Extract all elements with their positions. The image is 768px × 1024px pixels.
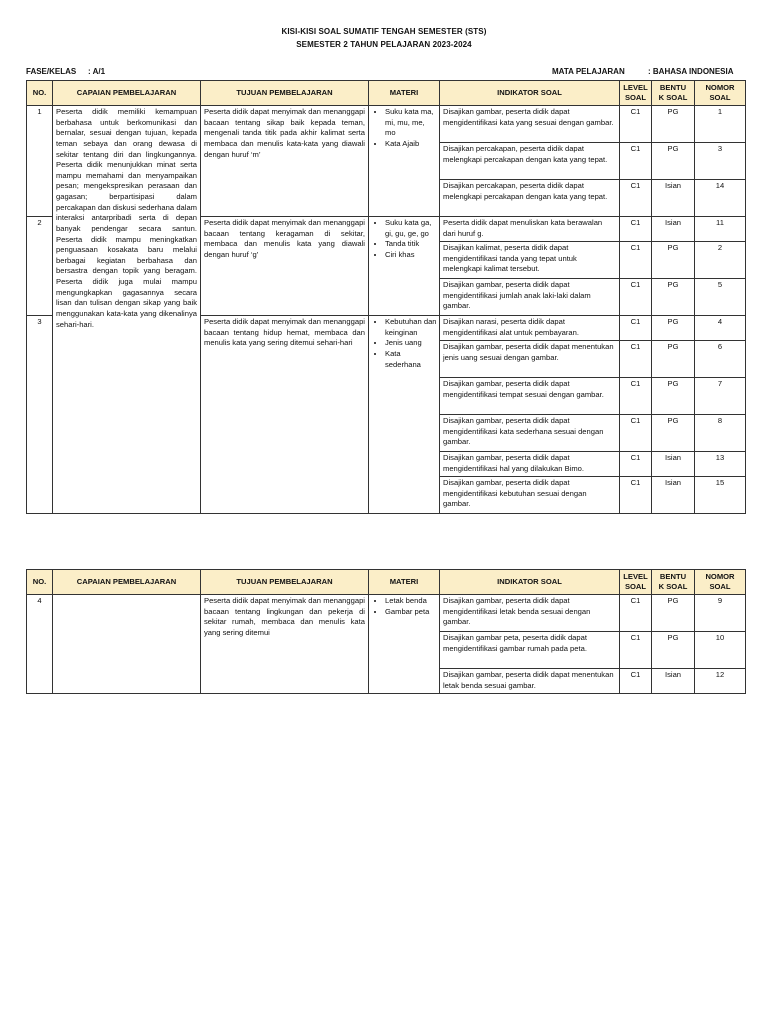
indikator-soal: Disajikan gambar, peserta didik dapat mengidentifikasi kata sederhana sesuai dengan gambar. [440,415,620,452]
nomor-soal: 11 [695,217,746,242]
materi-cell [369,316,440,514]
level-soal: C1 [620,632,652,669]
bentuk-soal: Isian [652,669,695,694]
nomor-soal: 4 [695,316,746,341]
level-soal: C1 [620,378,652,415]
mapel-value: : BAHASA INDONESIA [648,67,734,76]
nomor-soal: 10 [695,632,746,669]
col-header-indikator: INDIKATOR SOAL [440,81,620,106]
bentuk-soal: PG [652,242,695,279]
col-header-nomor: NOMOR SOAL [695,81,746,106]
nomor-soal: 14 [695,180,746,217]
nomor-soal: 1 [695,106,746,143]
table-header-row [27,81,746,106]
kisi-kisi-table-1 [26,80,746,514]
col-header-materi: MATERI [369,81,440,106]
row-number: 4 [27,595,53,694]
bentuk-soal: PG [652,316,695,341]
col-header-capaian: CAPAIAN PEMBELAJARAN [53,570,201,595]
indikator-soal: Disajikan gambar, peserta didik dapat mengidentifikasi kata yang sesuai dengan gambar. [440,106,620,143]
nomor-soal: 7 [695,378,746,415]
indikator-soal: Disajikan gambar, peserta didik dapat mengidentifikasi jumlah anak laki-laki dalam gambar. [440,279,620,316]
indikator-soal: Disajikan percakapan, peserta didik dapat melengkapi percakapan dengan kata yang tepat. [440,180,620,217]
row-number: 2 [27,217,53,316]
materi-item: • Kebutuhan dan keinginan [385,317,437,338]
nomor-soal: 6 [695,341,746,378]
table-row [27,106,746,143]
bentuk-soal: Isian [652,477,695,514]
materi-item: • Jenis uang [385,338,437,349]
tujuan-pembelajaran: Peserta didik dapat menyimak dan menanggapi bacaan tentang keragaman di sekitar, membaca dan menulis kata yang diawali dengan huruf ‘g’ [201,217,369,316]
level-soal: C1 [620,341,652,378]
nomor-soal: 13 [695,452,746,477]
document-subtitle: SEMESTER 2 TAHUN PELAJARAN 2023-2024 [296,40,472,49]
col-header-nomor: NOMOR SOAL [695,570,746,595]
bentuk-soal: PG [652,632,695,669]
level-soal: C1 [620,669,652,694]
level-soal: C1 [620,180,652,217]
indikator-soal: Disajikan percakapan, peserta didik dapat melengkapi percakapan dengan kata yang tepat. [440,143,620,180]
col-header-bentuk: BENTU K SOAL [652,81,695,106]
bentuk-soal: PG [652,106,695,143]
indikator-soal: Disajikan narasi, peserta didik dapat mengidentifikasi alat untuk pembayaran. [440,316,620,341]
level-soal: C1 [620,595,652,632]
tujuan-pembelajaran: Peserta didik dapat menyimak dan menanggapi bacaan tentang sikap baik kepada teman, mengenali tanda titik pada akhir kalimat serta membaca dan menulis kata-kata yang diawali dengan huruf ‘m’ [201,106,369,217]
indikator-soal: Disajikan gambar, peserta didik dapat mengidentifikasi kebutuhan sesuai dengan gambar. [440,477,620,514]
fase-value: : A/1 [88,67,106,76]
level-soal: C1 [620,217,652,242]
col-header-capaian: CAPAIAN PEMBELAJARAN [53,81,201,106]
materi-item: • Gambar peta [385,607,437,618]
bentuk-soal: Isian [652,180,695,217]
fase-kelas [26,67,105,76]
col-header-level: LEVEL SOAL [620,81,652,106]
nomor-soal: 8 [695,415,746,452]
bentuk-soal: PG [652,279,695,316]
nomor-soal: 2 [695,242,746,279]
indikator-soal: Disajikan gambar, peserta didik dapat mengidentifikasi letak benda sesuai dengan gambar. [440,595,620,632]
materi-cell [369,217,440,316]
materi-item: • Suku kata ga, gi, gu, ge, go [385,218,437,239]
col-header-tujuan: TUJUAN PEMBELAJARAN [201,570,369,595]
col-header-materi: MATERI [369,570,440,595]
tujuan-pembelajaran: Peserta didik dapat menyimak dan menanggapi bacaan tentang lingkungan dan pekerja di sekitar rumah, membaca dan menulis kata yang sering ditemui [201,595,369,694]
indikator-soal: Disajikan gambar peta, peserta didik dapat mengidentifikasi gambar rumah pada peta. [440,632,620,669]
indikator-soal: Disajikan gambar, peserta didik dapat menentukan letak benda sesuai gambar. [440,669,620,694]
indikator-soal: Disajikan gambar, peserta didik dapat mengidentifikasi tempat sesuai dengan gambar. [440,378,620,415]
bentuk-soal: Isian [652,217,695,242]
kisi-kisi-table-2 [26,569,746,694]
bentuk-soal: Isian [652,452,695,477]
level-soal: C1 [620,415,652,452]
level-soal: C1 [620,106,652,143]
level-soal: C1 [620,242,652,279]
materi-item: • Tanda titik [385,239,437,250]
level-soal: C1 [620,143,652,180]
col-header-level: LEVEL SOAL [620,570,652,595]
materi-cell [369,106,440,217]
level-soal: C1 [620,477,652,514]
col-header-bentuk: BENTU K SOAL [652,570,695,595]
document-title: KISI-KISI SOAL SUMATIF TENGAH SEMESTER (STS) [281,27,487,36]
capaian-pembelajaran: Peserta didik memiliki kemampuan berbahasa untuk berkomunikasi dan bernalar, sesuai dengan tujuan, kepada teman sebaya dan orang dewasa di sekitar tentang diri dan lingkungannya. Peserta didik menunjukkan minat serta mampu memahami dan menyampaikan pesan; mengekspresikan perasaan dan gagasan; berpartisipasi dalam percakapan dan diskusi sederhana dalam interaksi antarpribadi serta di depan banyak pendengar secara santun. Peserta didik mampu meningkatkan penguasaan kosakata baru melalui berbagai kegiatan berbahasa dan bersastra dengan topik yang beragam. Peserta didik juga mulai mampu mengungkapkan gagasannya secara lisan dan tulisan dengan sikap yang baik menggunakan kata-kata yang dikenalinya sehari-hari. [53,106,201,514]
indikator-soal: Disajikan gambar, peserta didik dapat menentukan jenis uang sesuai dengan gambar. [440,341,620,378]
mapel-label: MATA PELAJARAN [552,67,625,76]
indikator-soal: Disajikan gambar, peserta didik dapat mengidentifikasi hal yang dilakukan Bimo. [440,452,620,477]
materi-item: • Kata Ajaib [385,139,437,150]
materi-cell [369,595,440,694]
bentuk-soal: PG [652,595,695,632]
col-header-tujuan: TUJUAN PEMBELAJARAN [201,81,369,106]
nomor-soal: 5 [695,279,746,316]
indikator-soal: Disajikan kalimat, peserta didik dapat mengidentifikasi tanda yang tepat untuk melengkapi kalimat tersebut. [440,242,620,279]
table-row [27,595,746,632]
capaian-pembelajaran [53,595,201,694]
table-header-row [27,570,746,595]
bentuk-soal: PG [652,341,695,378]
fase-label: FASE/KELAS [26,67,77,76]
bentuk-soal: PG [652,143,695,180]
materi-item: • Kata sederhana [385,349,437,370]
bentuk-soal: PG [652,378,695,415]
tujuan-pembelajaran: Peserta didik dapat menyimak dan menanggapi bacaan tentang hidup hemat, membaca dan menulis kata yang sering ditemui sehari-hari [201,316,369,514]
materi-item: • Letak benda [385,596,437,607]
nomor-soal: 15 [695,477,746,514]
row-number: 1 [27,106,53,217]
col-header-indikator: INDIKATOR SOAL [440,570,620,595]
materi-item: • Suku kata ma, mi, mu, me, mo [385,107,437,139]
row-number: 3 [27,316,53,514]
nomor-soal: 12 [695,669,746,694]
bentuk-soal: PG [652,415,695,452]
level-soal: C1 [620,279,652,316]
mata-pelajaran [552,67,733,76]
indikator-soal: Peserta didik dapat menuliskan kata berawalan dari huruf g. [440,217,620,242]
col-header-no: NO. [27,81,53,106]
level-soal: C1 [620,316,652,341]
level-soal: C1 [620,452,652,477]
materi-item: • Ciri khas [385,250,437,261]
col-header-no: NO. [27,570,53,595]
nomor-soal: 9 [695,595,746,632]
nomor-soal: 3 [695,143,746,180]
